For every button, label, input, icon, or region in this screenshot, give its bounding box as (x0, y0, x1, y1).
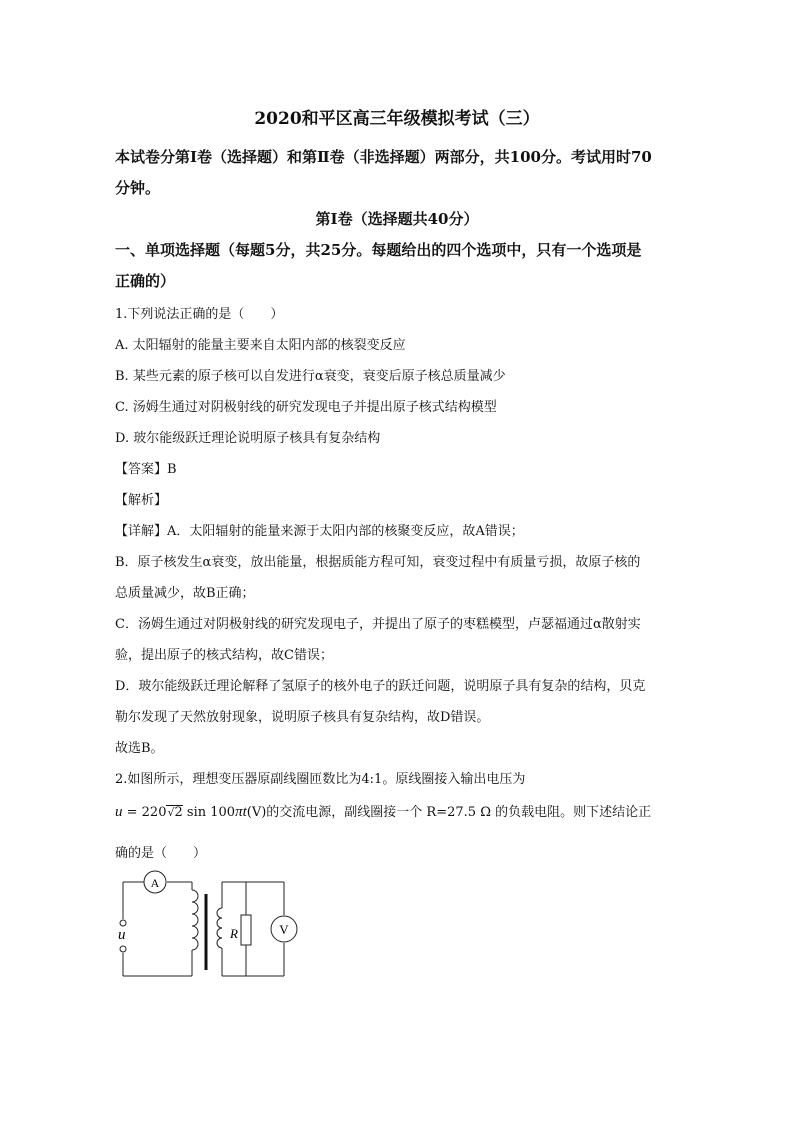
q1-answer: 【答案】B (115, 462, 177, 477)
q1-option-d: D. 玻尔能级跃迁理论说明原子核具有复杂结构 (115, 431, 381, 446)
q2-stem-rest: 的交流电源，副线圈接一个 R=27.5 Ω 的负载电阻。则下述结论正 (266, 805, 652, 820)
page-title: 2020和平区高三年级模拟考试（三） (254, 109, 540, 129)
q2-stem-line-3: 确的是（ ） (115, 846, 207, 861)
q2-stem-line-1: 2.如图所示，理想变压器原副线圈匝数比为4:1。原线圈接入输出电压为 (115, 772, 526, 787)
transformer-circuit-diagram (112, 866, 312, 988)
q1-option-a: A. 太阳辐射的能量主要来自太阳内部的核裂变反应 (115, 338, 406, 353)
q1-analysis-line: B．原子核发生α衰变，放出能量，根据质能方程可知，衰变过程中有质量亏损，故原子核的 (115, 555, 641, 570)
voltmeter-label: V (279, 922, 289, 937)
q1-analysis-line: D．玻尔能级跃迁理论解释了氢原子的核外电子的跃迁问题，说明原子具有复杂的结构，贝克 (115, 679, 646, 694)
q1-analysis-line: 勒尔发现了天然放射现象，说明原子核具有复杂结构，故D错误。 (115, 710, 490, 725)
q1-analysis-label: 【解析】 (115, 493, 168, 508)
q1-analysis-line: 总质量减少，故B正确； (115, 586, 255, 601)
q1-option-b: B. 某些元素的原子核可以自发进行α衰变，衰变后原子核总质量减少 (115, 369, 506, 384)
q1-analysis-line: C．汤姆生通过对阴极射线的研究发现电子，并提出了原子的枣糕模型，卢瑟福通过α散射实 (115, 617, 641, 632)
intro-line-2: 分钟。 (115, 179, 161, 197)
q1-analysis-line: 【详解】A．太阳辐射的能量来源于太阳内部的核聚变反应，故A错误； (115, 524, 524, 539)
q1-analysis-line: 故选B。 (115, 741, 164, 756)
formula-sin: sin 100 (182, 805, 236, 820)
q2-stem-line-2 (115, 801, 651, 821)
source-label: u (118, 927, 126, 943)
q1-option-c: C. 汤姆生通过对阴极射线的研究发现电子并提出原子核式结构模型 (115, 400, 497, 415)
section-instruction-line-2: 正确的） (115, 272, 176, 290)
section-header: 第Ⅰ卷（选择题共40分） (315, 210, 479, 228)
intro-line-1: 本试卷分第Ⅰ卷（选择题）和第Ⅱ卷（非选择题）两部分，共100分。考试用时70 (115, 148, 652, 166)
q1-stem: 1.下列说法正确的是（ ） (115, 307, 284, 322)
resistor-label: R (230, 926, 238, 941)
formula-unit: (V) (246, 805, 267, 820)
formula-sqrt: √2 (167, 805, 183, 820)
ammeter-label: A (150, 876, 160, 890)
q1-analysis-line: 验，提出原子的核式结构，故C错误； (115, 648, 333, 663)
formula-eq: = 220 (122, 805, 167, 820)
formula-pit: πt (235, 804, 247, 820)
formula-u: u (115, 804, 123, 820)
section-instruction-line-1: 一、单项选择题（每题5分，共25分。每题给出的四个选项中，只有一个选项是 (115, 241, 642, 259)
